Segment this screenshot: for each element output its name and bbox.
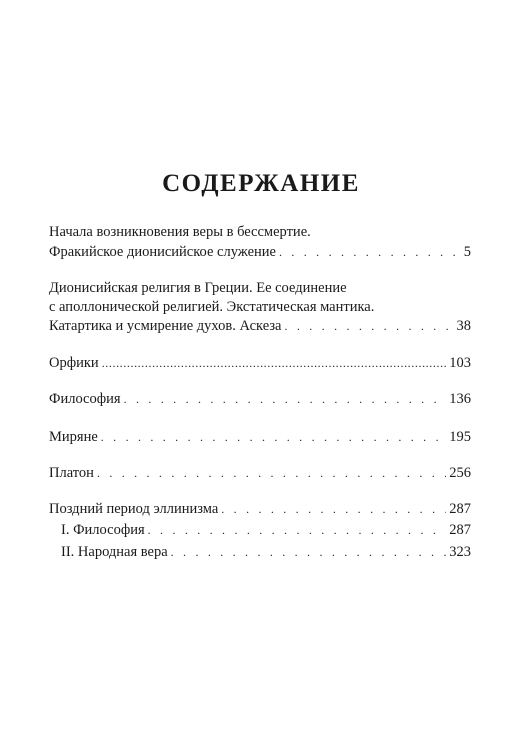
toc-entry-4[interactable] — [49, 390, 471, 408]
toc-entry-2-line-1: Дионисийская религия в Греции. Ее соединение — [49, 280, 347, 296]
toc-entry-3[interactable] — [49, 354, 471, 372]
toc-entry-7[interactable] — [49, 500, 471, 518]
toc-page-number: 256 — [449, 465, 471, 481]
toc-page-number: 103 — [449, 355, 471, 371]
dot-leader — [101, 428, 446, 446]
toc-subentry-title: II. Народная вера — [61, 544, 168, 560]
toc-page-number: 136 — [449, 391, 471, 407]
toc-entry-6[interactable] — [49, 464, 471, 482]
toc-entry-2[interactable] — [49, 317, 471, 335]
dot-leader — [124, 390, 447, 408]
toc-entry-title: Поздний период эллинизма — [49, 501, 219, 517]
toc-page-number: 38 — [456, 318, 471, 334]
toc-subentry-title: I. Философия — [61, 522, 145, 538]
toc-entry-title: Фракийское дионисийское служение — [49, 244, 276, 260]
dot-leader — [221, 500, 446, 518]
toc-entry-title: Платон — [49, 465, 94, 481]
toc-entry-2-line-2: с аполлонической религией. Экстатическая мантика. — [49, 299, 375, 315]
toc-entry-title: Орфики — [49, 355, 99, 371]
toc-entry-title: Катартика и усмирение духов. Аскеза — [49, 318, 282, 334]
dot-leader — [284, 317, 453, 335]
dot-leader — [279, 243, 461, 261]
toc-page-number: 195 — [449, 429, 471, 445]
toc-entry-1[interactable] — [49, 243, 471, 261]
dot-leader — [148, 521, 447, 539]
dot-leader — [171, 543, 447, 561]
toc-entry-5[interactable] — [49, 428, 471, 446]
toc-page-number: 5 — [463, 244, 471, 260]
page-title: СОДЕРЖАНИЕ — [162, 170, 360, 197]
dot-leader — [102, 354, 447, 372]
toc-subentry-1[interactable] — [61, 521, 471, 539]
toc-subentry-2[interactable] — [61, 543, 471, 561]
dot-leader — [97, 464, 446, 482]
toc-entry-title: Миряне — [49, 429, 98, 445]
toc-entry-1-line-1: Начала возникновения веры в бессмертие. — [49, 224, 311, 240]
toc-page-number: 287 — [449, 501, 471, 517]
toc-page-number: 323 — [449, 544, 471, 560]
toc-page-number: 287 — [449, 522, 471, 538]
toc-entry-title: Философия — [49, 391, 121, 407]
